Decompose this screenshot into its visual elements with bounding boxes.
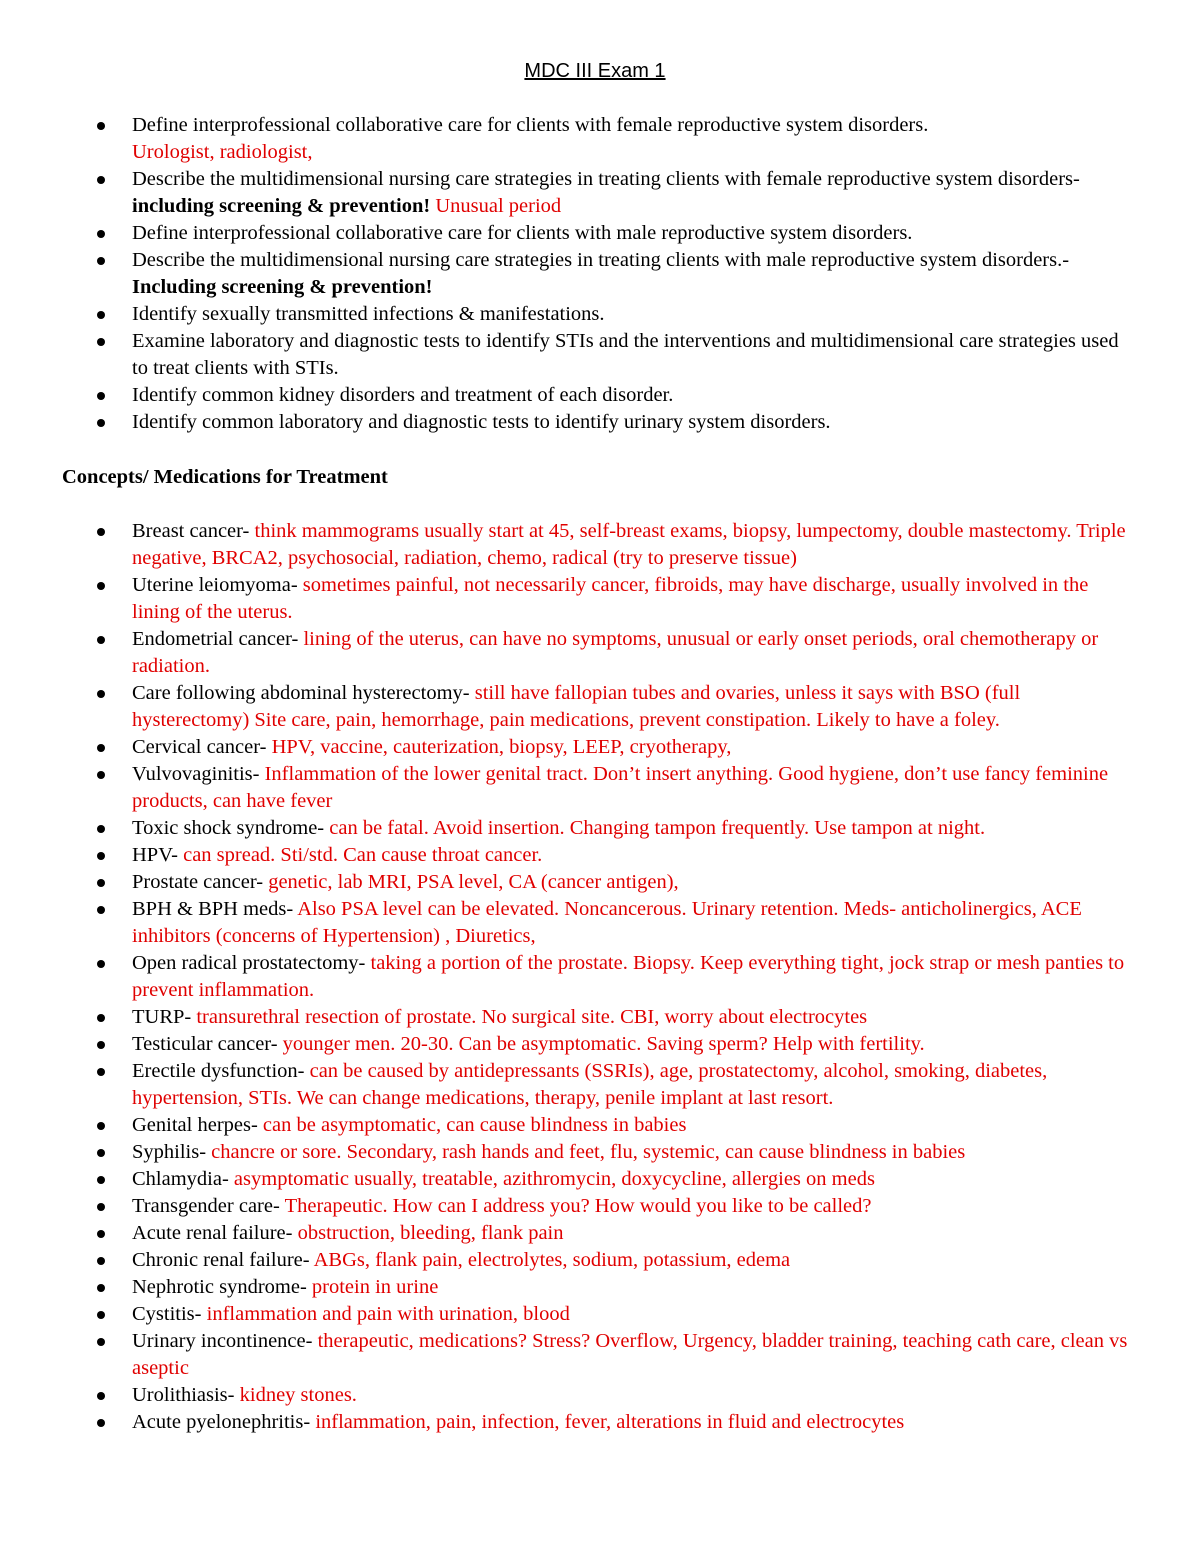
concept-item xyxy=(132,1247,1132,1274)
concept-note: obstruction, bleeding, flank pain xyxy=(297,1222,564,1244)
concept-term: BPH & BPH meds- xyxy=(132,898,294,920)
concept-item xyxy=(132,869,1132,896)
concept-note: inflammation and pain with urination, blood xyxy=(206,1303,570,1325)
concept-term: Prostate cancer- xyxy=(132,871,264,893)
concept-item xyxy=(132,1031,1132,1058)
concept-term: Vulvovaginitis- xyxy=(132,763,260,785)
bullet-icon xyxy=(97,879,105,887)
concept-term: Chlamydia- xyxy=(132,1168,229,1190)
bullet-icon xyxy=(97,1311,105,1319)
bullet-icon xyxy=(97,419,105,427)
concept-note: can be asymptomatic, can cause blindness in babies xyxy=(262,1114,687,1136)
concept-term: Nephrotic syndrome- xyxy=(132,1276,307,1298)
concept-term: Genital herpes- xyxy=(132,1114,258,1136)
bullet-icon xyxy=(97,825,105,833)
concepts-list xyxy=(132,518,1132,1436)
objective-item xyxy=(132,409,1132,436)
objective-text: Describe the multidimensional nursing care strategies in treating clients with male reproductive system disorders.- xyxy=(132,249,1070,271)
concept-note: protein in urine xyxy=(311,1276,439,1298)
concept-item xyxy=(132,842,1132,869)
concept-term: Toxic shock syndrome- xyxy=(132,817,325,839)
bullet-icon xyxy=(97,230,105,238)
concept-note: asymptomatic usually, treatable, azithromycin, doxycycline, allergies on meds xyxy=(233,1168,875,1190)
objective-text: Identify sexually transmitted infections & manifestations. xyxy=(132,303,605,325)
concept-note: can be caused by antidepressants (SSRIs), age, prostatectomy, alcohol, smoking, diabetes, hypertension, STIs. We can change medications, therapy, penile implant at last resort. xyxy=(132,1060,1048,1109)
concept-term: Urolithiasis- xyxy=(132,1384,235,1406)
concept-term: Syphilis- xyxy=(132,1141,207,1163)
bullet-icon xyxy=(97,1014,105,1022)
concept-note: Therapeutic. How can I address you? How would you like to be called? xyxy=(284,1195,872,1217)
concept-note: ABGs, flank pain, electrolytes, sodium, potassium, edema xyxy=(313,1249,791,1271)
objective-text: Examine laboratory and diagnostic tests to identify STIs and the interventions and multidimensional care strategies used to treat clients with STIs. xyxy=(132,330,1119,379)
concept-item xyxy=(132,1220,1132,1247)
objectives-list xyxy=(132,112,1132,436)
objective-item xyxy=(132,220,1132,247)
concept-note: inflammation, pain, infection, fever, alterations in fluid and electrocytes xyxy=(315,1411,905,1433)
concept-term: Endometrial cancer- xyxy=(132,628,299,650)
concept-item xyxy=(132,1004,1132,1031)
objective-item xyxy=(132,382,1132,409)
concept-note: genetic, lab MRI, PSA level, CA (cancer antigen), xyxy=(268,871,679,893)
concept-term: Acute renal failure- xyxy=(132,1222,293,1244)
concept-term: Care following abdominal hysterectomy- xyxy=(132,682,470,704)
concept-note: therapeutic, medications? Stress? Overflow, Urgency, bladder training, teaching cath care, clean vs aseptic xyxy=(132,1330,1128,1379)
concept-term: Breast cancer- xyxy=(132,520,250,542)
bullet-icon xyxy=(97,582,105,590)
bullet-icon xyxy=(97,257,105,265)
concept-item xyxy=(132,1193,1132,1220)
concept-item xyxy=(132,1274,1132,1301)
concept-term: TURP- xyxy=(132,1006,192,1028)
concept-item xyxy=(132,896,1132,950)
bullet-icon xyxy=(97,528,105,536)
objective-item xyxy=(132,301,1132,328)
objective-text: Describe the multidimensional nursing care strategies in treating clients with female reproductive system disorders- xyxy=(132,168,1080,190)
objective-text: Identify common kidney disorders and treatment of each disorder. xyxy=(132,384,674,406)
concept-item xyxy=(132,1112,1132,1139)
bullet-icon xyxy=(97,176,105,184)
concept-note: sometimes painful, not necessarily cancer, fibroids, may have discharge, usually involved in the lining of the uterus. xyxy=(132,574,1089,623)
bullet-icon xyxy=(97,960,105,968)
concept-item xyxy=(132,1139,1132,1166)
bullet-icon xyxy=(97,1338,105,1346)
concept-note: can spread. Sti/std. Can cause throat cancer. xyxy=(183,844,543,866)
concept-item xyxy=(132,1166,1132,1193)
concept-item xyxy=(132,1058,1132,1112)
bullet-icon xyxy=(97,1203,105,1211)
bullet-icon xyxy=(97,338,105,346)
bullet-icon xyxy=(97,690,105,698)
bullet-icon xyxy=(97,636,105,644)
bullet-icon xyxy=(97,744,105,752)
concept-note: Also PSA level can be elevated. Noncancerous. Urinary retention. Meds- anticholinergics, ACE inhibitors (concerns of Hypertension) , Diuretics, xyxy=(132,898,1082,947)
concept-note: still have fallopian tubes and ovaries, unless it says with BSO (full hysterectomy) Site care, pain, hemorrhage, pain medications, prevent constipation. Likely to have a foley. xyxy=(132,682,1021,731)
objective-text: Define interprofessional collaborative care for clients with male reproductive system disorders. xyxy=(132,222,913,244)
bullet-icon xyxy=(97,852,105,860)
concept-term: Testicular cancer- xyxy=(132,1033,278,1055)
concept-item xyxy=(132,815,1132,842)
concept-term: HPV- xyxy=(132,844,178,866)
bullet-icon xyxy=(97,1176,105,1184)
concept-term: Cystitis- xyxy=(132,1303,202,1325)
bullet-icon xyxy=(97,392,105,400)
objective-item xyxy=(132,328,1132,382)
concept-term: Transgender care- xyxy=(132,1195,280,1217)
bullet-icon xyxy=(97,1149,105,1157)
concept-item xyxy=(132,626,1132,680)
objective-note: Unusual period xyxy=(435,195,562,217)
bullet-icon xyxy=(97,1419,105,1427)
concept-item xyxy=(132,518,1132,572)
objective-item xyxy=(132,247,1132,301)
objective-note: Urologist, radiologist, xyxy=(132,141,313,163)
concept-note: HPV, vaccine, cauterization, biopsy, LEEP, cryotherapy, xyxy=(271,736,732,758)
section-heading: Concepts/ Medications for Treatment xyxy=(62,466,388,488)
concept-term: Cervical cancer- xyxy=(132,736,267,758)
bullet-icon xyxy=(97,1041,105,1049)
bullet-icon xyxy=(97,906,105,914)
concept-note: Inflammation of the lower genital tract. Don’t insert anything. Good hygiene, don’t use fancy feminine products, can have fever xyxy=(132,763,1109,812)
concept-term: Urinary incontinence- xyxy=(132,1330,313,1352)
objective-emphasis: Including screening & prevention! xyxy=(132,276,433,298)
concept-item xyxy=(132,1328,1132,1382)
bullet-icon xyxy=(97,1068,105,1076)
bullet-icon xyxy=(97,1257,105,1265)
objective-text: Define interprofessional collaborative care for clients with female reproductive system disorders. xyxy=(132,114,929,136)
bullet-icon xyxy=(97,1284,105,1292)
concept-term: Uterine leiomyoma- xyxy=(132,574,298,596)
bullet-icon xyxy=(97,122,105,130)
bullet-icon xyxy=(97,1230,105,1238)
concept-note: chancre or sore. Secondary, rash hands and feet, flu, systemic, can cause blindness in babies xyxy=(211,1141,966,1163)
objective-item xyxy=(132,112,1132,166)
objective-text: Identify common laboratory and diagnostic tests to identify urinary system disorders. xyxy=(132,411,831,433)
concept-term: Chronic renal failure- xyxy=(132,1249,310,1271)
page-title: MDC III Exam 1 xyxy=(524,60,666,82)
bullet-icon xyxy=(97,1122,105,1130)
concept-note: lining of the uterus, can have no symptoms, unusual or early onset periods, oral chemotherapy or radiation. xyxy=(132,628,1099,677)
concept-item xyxy=(132,761,1132,815)
concept-note: younger men. 20-30. Can be asymptomatic. Saving sperm? Help with fertility. xyxy=(282,1033,925,1055)
objective-item xyxy=(132,166,1132,220)
bullet-icon xyxy=(97,771,105,779)
concept-item xyxy=(132,1409,1132,1436)
concept-note: kidney stones. xyxy=(239,1384,357,1406)
bullet-icon xyxy=(97,311,105,319)
concept-item xyxy=(132,572,1132,626)
concept-item xyxy=(132,950,1132,1004)
concept-term: Acute pyelonephritis- xyxy=(132,1411,311,1433)
concept-note: taking a portion of the prostate. Biopsy. Keep everything tight, jock strap or mesh panties to prevent inflammation. xyxy=(132,952,1125,1001)
bullet-icon xyxy=(97,1392,105,1400)
concept-item xyxy=(132,680,1132,734)
concept-item xyxy=(132,734,1132,761)
concept-note: transurethral resection of prostate. No surgical site. CBI, worry about electrocytes xyxy=(196,1006,868,1028)
concept-term: Erectile dysfunction- xyxy=(132,1060,305,1082)
concept-item xyxy=(132,1301,1132,1328)
concept-note: think mammograms usually start at 45, self-breast exams, biopsy, lumpectomy, double mastectomy. Triple negative, BRCA2, psychosocial, radiation, chemo, radical (try to preserve tissue) xyxy=(132,520,1126,569)
concept-note: can be fatal. Avoid insertion. Changing tampon frequently. Use tampon at night. xyxy=(329,817,986,839)
objective-emphasis: including screening & prevention! xyxy=(132,195,431,217)
concept-item xyxy=(132,1382,1132,1409)
concept-term: Open radical prostatectomy- xyxy=(132,952,366,974)
